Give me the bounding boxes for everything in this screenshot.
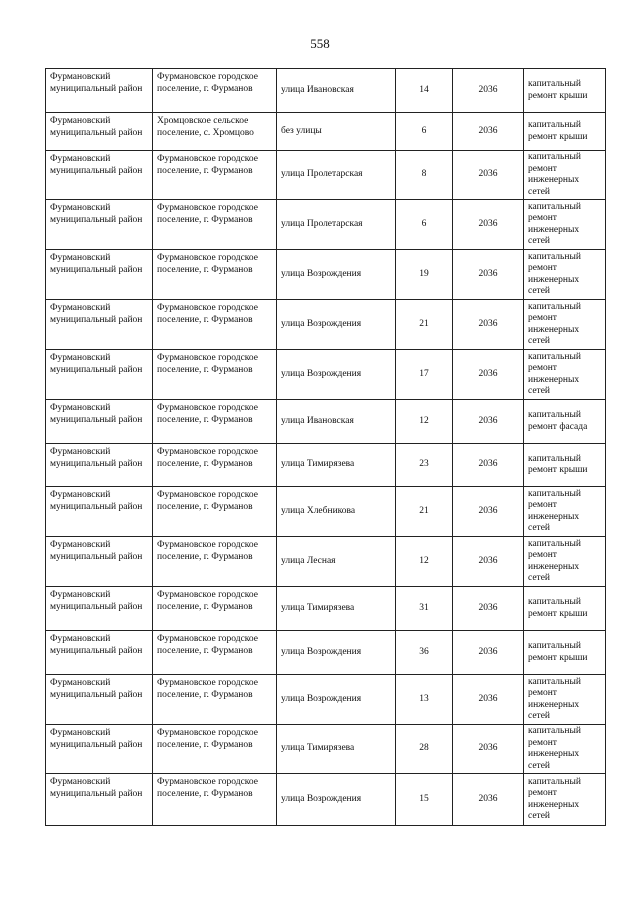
year-cell: 2036 <box>453 151 524 200</box>
house-number-cell: 36 <box>396 631 453 675</box>
settlement-cell: Фурмановское городское поселение, г. Фурманов <box>153 151 277 200</box>
district-cell: Фурмановский муниципальный район <box>46 400 153 444</box>
table-row <box>46 400 606 444</box>
district-cell: Фурмановский муниципальный район <box>46 631 153 675</box>
year-cell: 2036 <box>453 587 524 631</box>
settlement-cell: Фурмановское городское поселение, г. Фурманов <box>153 200 277 250</box>
house-number-cell: 15 <box>396 774 453 826</box>
year-cell: 2036 <box>453 350 524 400</box>
house-number-cell: 6 <box>396 113 453 151</box>
settlement-cell: Фурмановское городское поселение, г. Фурманов <box>153 300 277 350</box>
work-type-cell: капитальный ремонт инженерных сетей <box>524 537 606 587</box>
settlement-cell: Фурмановское городское поселение, г. Фурманов <box>153 444 277 487</box>
district-cell: Фурмановский муниципальный район <box>46 537 153 587</box>
settlement-cell: Фурмановское городское поселение, г. Фурманов <box>153 774 277 826</box>
table-row <box>46 350 606 400</box>
work-type-cell: капитальный ремонт крыши <box>524 444 606 487</box>
year-cell: 2036 <box>453 537 524 587</box>
settlement-cell: Фурмановское городское поселение, г. Фурманов <box>153 631 277 675</box>
table-row <box>46 587 606 631</box>
district-cell: Фурмановский муниципальный район <box>46 444 153 487</box>
table-row <box>46 69 606 113</box>
table-row <box>46 151 606 200</box>
settlement-cell: Фурмановское городское поселение, г. Фурманов <box>153 675 277 725</box>
settlement-cell: Фурмановское городское поселение, г. Фурманов <box>153 537 277 587</box>
year-cell: 2036 <box>453 400 524 444</box>
district-cell: Фурмановский муниципальный район <box>46 725 153 774</box>
table-row <box>46 774 606 826</box>
work-type-cell: капитальный ремонт инженерных сетей <box>524 300 606 350</box>
year-cell: 2036 <box>453 675 524 725</box>
district-cell: Фурмановский муниципальный район <box>46 200 153 250</box>
district-cell: Фурмановский муниципальный район <box>46 250 153 300</box>
registry-table <box>45 68 606 826</box>
year-cell: 2036 <box>453 300 524 350</box>
street-cell: улица Тимирязева <box>277 725 396 774</box>
work-type-cell: капитальный ремонт фасада <box>524 400 606 444</box>
street-cell: улица Возрождения <box>277 350 396 400</box>
house-number-cell: 6 <box>396 200 453 250</box>
work-type-cell: капитальный ремонт инженерных сетей <box>524 725 606 774</box>
work-type-cell: капитальный ремонт инженерных сетей <box>524 350 606 400</box>
district-cell: Фурмановский муниципальный район <box>46 587 153 631</box>
street-cell: улица Ивановская <box>277 400 396 444</box>
work-type-cell: капитальный ремонт крыши <box>524 113 606 151</box>
work-type-cell: капитальный ремонт инженерных сетей <box>524 774 606 826</box>
district-cell: Фурмановский муниципальный район <box>46 151 153 200</box>
street-cell: улица Возрождения <box>277 774 396 826</box>
year-cell: 2036 <box>453 631 524 675</box>
year-cell: 2036 <box>453 69 524 113</box>
settlement-cell: Фурмановское городское поселение, г. Фурманов <box>153 587 277 631</box>
district-cell: Фурмановский муниципальный район <box>46 69 153 113</box>
settlement-cell: Фурмановское городское поселение, г. Фурманов <box>153 350 277 400</box>
year-cell: 2036 <box>453 774 524 826</box>
year-cell: 2036 <box>453 113 524 151</box>
district-cell: Фурмановский муниципальный район <box>46 774 153 826</box>
house-number-cell: 8 <box>396 151 453 200</box>
house-number-cell: 31 <box>396 587 453 631</box>
year-cell: 2036 <box>453 487 524 537</box>
settlement-cell: Хромцовское сельское поселение, с. Хромцово <box>153 113 277 151</box>
table-row <box>46 725 606 774</box>
work-type-cell: капитальный ремонт инженерных сетей <box>524 487 606 537</box>
house-number-cell: 14 <box>396 69 453 113</box>
table-row <box>46 675 606 725</box>
street-cell: улица Тимирязева <box>277 444 396 487</box>
settlement-cell: Фурмановское городское поселение, г. Фурманов <box>153 400 277 444</box>
house-number-cell: 21 <box>396 300 453 350</box>
street-cell: улица Возрождения <box>277 631 396 675</box>
work-type-cell: капитальный ремонт инженерных сетей <box>524 250 606 300</box>
year-cell: 2036 <box>453 250 524 300</box>
house-number-cell: 28 <box>396 725 453 774</box>
work-type-cell: капитальный ремонт инженерных сетей <box>524 151 606 200</box>
work-type-cell: капитальный ремонт инженерных сетей <box>524 200 606 250</box>
street-cell: улица Возрождения <box>277 250 396 300</box>
table-row <box>46 250 606 300</box>
street-cell: улица Хлебникова <box>277 487 396 537</box>
year-cell: 2036 <box>453 444 524 487</box>
work-type-cell: капитальный ремонт инженерных сетей <box>524 675 606 725</box>
street-cell: улица Возрождения <box>277 300 396 350</box>
district-cell: Фурмановский муниципальный район <box>46 350 153 400</box>
street-cell: улица Тимирязева <box>277 587 396 631</box>
street-cell: улица Лесная <box>277 537 396 587</box>
district-cell: Фурмановский муниципальный район <box>46 675 153 725</box>
house-number-cell: 13 <box>396 675 453 725</box>
street-cell: улица Ивановская <box>277 69 396 113</box>
district-cell: Фурмановский муниципальный район <box>46 113 153 151</box>
settlement-cell: Фурмановское городское поселение, г. Фурманов <box>153 725 277 774</box>
year-cell: 2036 <box>453 200 524 250</box>
work-type-cell: капитальный ремонт крыши <box>524 631 606 675</box>
district-cell: Фурмановский муниципальный район <box>46 300 153 350</box>
house-number-cell: 21 <box>396 487 453 537</box>
page-number: 558 <box>310 36 330 51</box>
street-cell: без улицы <box>277 113 396 151</box>
house-number-cell: 23 <box>396 444 453 487</box>
work-type-cell: капитальный ремонт крыши <box>524 69 606 113</box>
table-row <box>46 487 606 537</box>
table-row <box>46 200 606 250</box>
table-row <box>46 113 606 151</box>
street-cell: улица Пролетарская <box>277 151 396 200</box>
house-number-cell: 19 <box>396 250 453 300</box>
settlement-cell: Фурмановское городское поселение, г. Фурманов <box>153 487 277 537</box>
table-row <box>46 444 606 487</box>
year-cell: 2036 <box>453 725 524 774</box>
settlement-cell: Фурмановское городское поселение, г. Фурманов <box>153 250 277 300</box>
table-row <box>46 631 606 675</box>
house-number-cell: 17 <box>396 350 453 400</box>
work-type-cell: капитальный ремонт крыши <box>524 587 606 631</box>
house-number-cell: 12 <box>396 537 453 587</box>
settlement-cell: Фурмановское городское поселение, г. Фурманов <box>153 69 277 113</box>
house-number-cell: 12 <box>396 400 453 444</box>
street-cell: улица Пролетарская <box>277 200 396 250</box>
district-cell: Фурмановский муниципальный район <box>46 487 153 537</box>
table-row <box>46 537 606 587</box>
table-row <box>46 300 606 350</box>
street-cell: улица Возрождения <box>277 675 396 725</box>
